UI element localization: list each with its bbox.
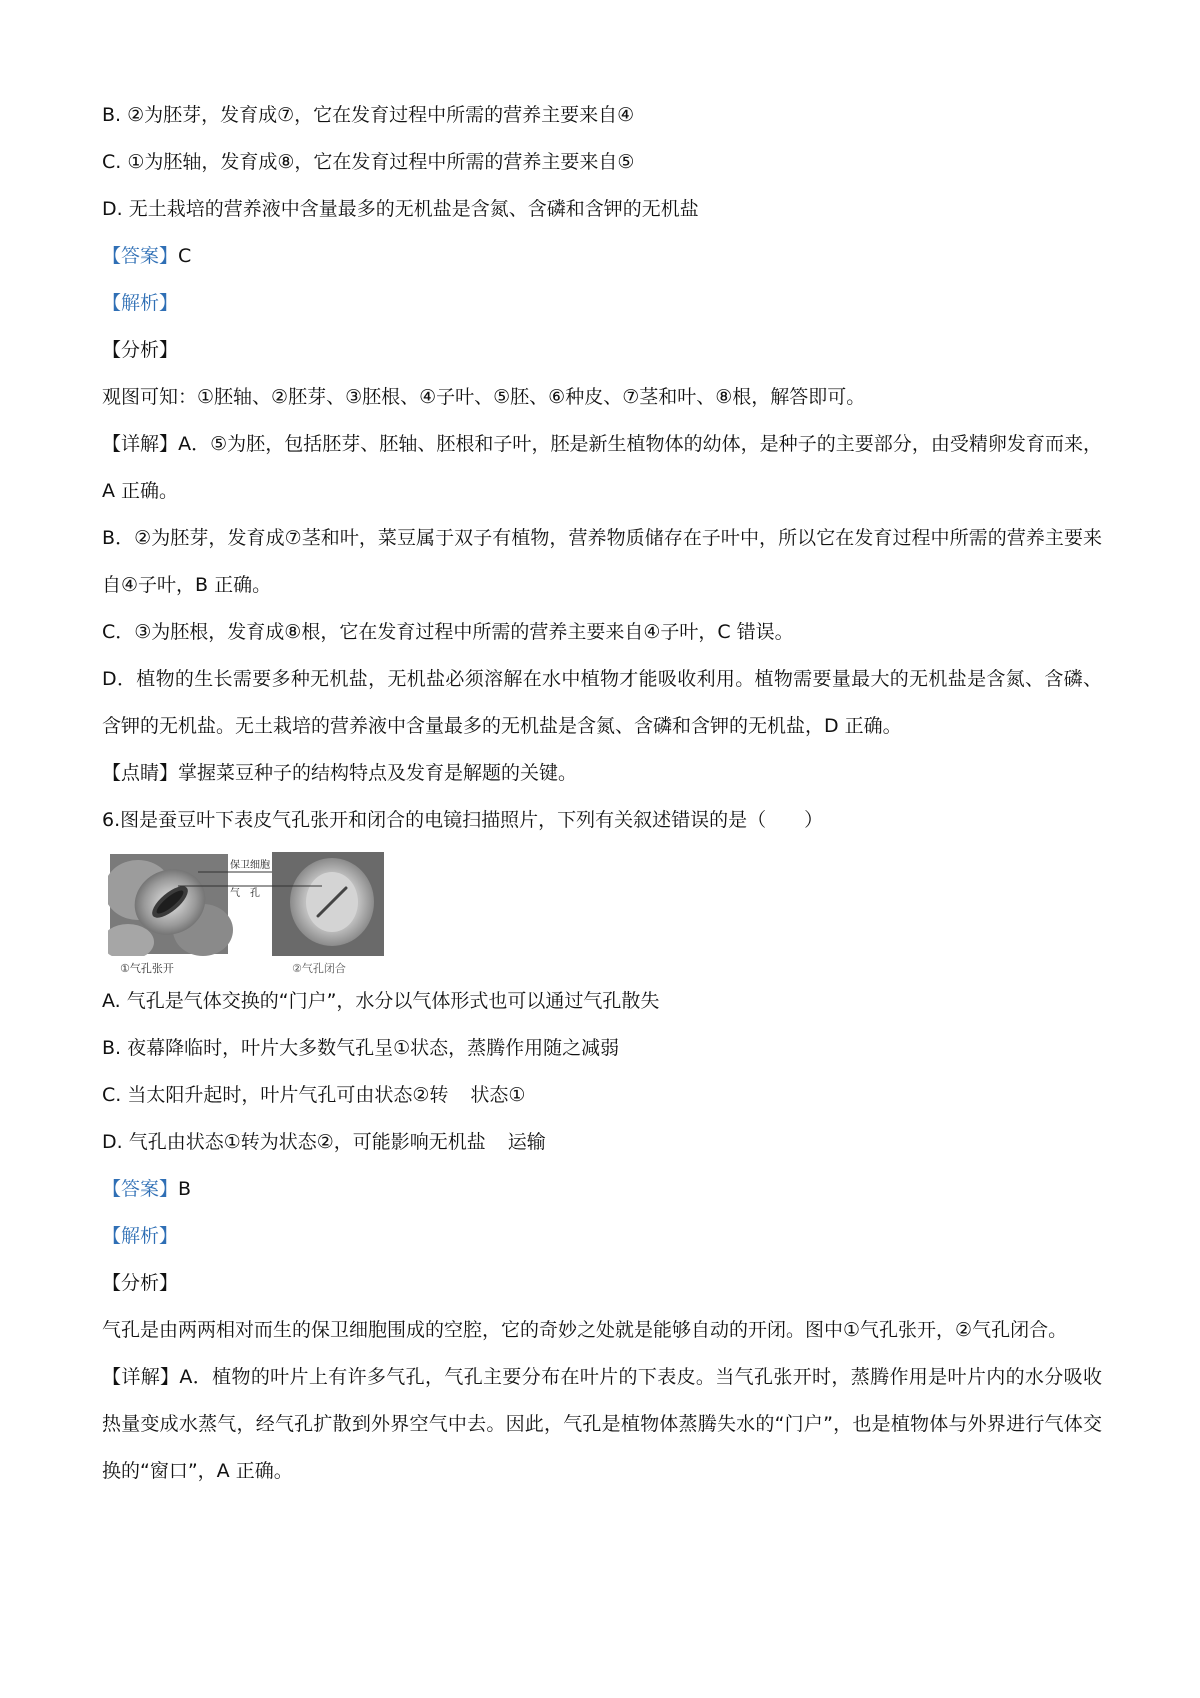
prev-fenxi-tag: 【分析】 (102, 339, 179, 361)
answer-tag: 【答案】 (102, 245, 179, 267)
q6-fenxi-text: 气孔是由两两相对而生的保卫细胞围成的空腔，它的奇妙之处就是能够自动的开闭。图中①气孔张开，②气孔闭合。 (102, 1319, 1068, 1341)
prev-option-c: C. ①为胚轴，发育成⑧，它在发育过程中所需的营养主要来自⑤ (102, 151, 635, 173)
question6-stem: 6.图是蚕豆叶下表皮气孔张开和闭合的电镜扫描照片，下列有关叙述错误的是（ ） (102, 809, 824, 831)
prev-option-d: D. 无土栽培的营养液中含量最多的无机盐是含氮、含磷和含钾的无机盐 (102, 198, 699, 220)
q6-xiangjie-a (102, 1354, 1102, 1495)
prev-dianjing (102, 750, 1102, 797)
q6-option-c (102, 1072, 1102, 1119)
stoma-label: 气 孔 (230, 888, 260, 899)
q6-xiangjie-a-text: A．植物的叶片上有许多气孔，气孔主要分布在叶片的下表皮。当气孔张开时，蒸腾作用是叶片内的水分吸收热量变成水蒸气，经气孔扩散到外界空气中去。因此，气孔是植物体蒸腾失水的“门户”，也是植物体与外界进行气体交换的“窗口”，A 正确。 (102, 1366, 1102, 1482)
stomata-figure (108, 850, 390, 978)
prev-option-b: B. ②为胚芽，发育成⑦，它在发育过程中所需的营养主要来自④ (102, 104, 635, 126)
q6-option-c-part1: C. 当太阳升起时，叶片气孔可由状态②转 (102, 1084, 449, 1106)
dianjing-text: 掌握菜豆种子的结构特点及发育是解题的关键。 (178, 762, 578, 784)
q6-answer-value: B (178, 1178, 192, 1200)
q6-xiangjie-tag: 【详解】 (102, 1366, 180, 1388)
q6-option-d (102, 1119, 1102, 1166)
document-page (102, 92, 1102, 1495)
prev-jiexi-tag: 【解析】 (102, 292, 179, 314)
prev-xiangjie-d: D．植物的生长需要多种无机盐，无机盐必须溶解在水中植物才能吸收利用。植物需要量最大的无机盐是含氮、含磷、含钾的无机盐。无土栽培的营养液中含量最多的无机盐是含氮、含磷和含钾的无机盐，D 正确。 (102, 668, 1102, 737)
q6-option-d-part1: D. 气孔由状态①转为状态②，可能影响无机盐 (102, 1131, 486, 1153)
q6-answer-tag: 【答案】 (102, 1178, 179, 1200)
prev-answer (102, 233, 1102, 280)
stomata-image (108, 850, 390, 978)
q6-option-d-part2: 运输 (507, 1131, 546, 1153)
q6-option-b: B. 夜幕降临时，叶片大多数气孔呈①状态，蒸腾作用随之减弱 (102, 1037, 620, 1059)
dianjing-tag: 【点睛】 (102, 762, 179, 784)
prev-xiangjie-c: C．③为胚根，发育成⑧根，它在发育过程中所需的营养主要来自④子叶，C 错误。 (102, 621, 794, 643)
answer-value: C (178, 245, 192, 267)
xiangjie-a-text: A．⑤为胚，包括胚芽、胚轴、胚根和子叶，胚是新生植物体的幼体，是种子的主要部分，由受精卵发育而来，A 正确。 (102, 433, 1102, 502)
guard-cell-label: 保卫细胞 (230, 860, 270, 871)
q6-option-c-part2: 状态① (470, 1084, 526, 1106)
prev-xiangjie-b: B．②为胚芽，发育成⑦茎和叶，菜豆属于双子有植物，营养物质储存在子叶中，所以它在发育过程中所需的营养主要来自④子叶，B 正确。 (102, 527, 1102, 596)
caption-closed: ②气孔闭合 (292, 962, 346, 975)
q6-fenxi-tag: 【分析】 (102, 1272, 179, 1294)
q6-answer (102, 1166, 1102, 1213)
q6-jiexi-tag: 【解析】 (102, 1225, 179, 1247)
prev-xiangjie-a (102, 421, 1102, 515)
caption-open: ①气孔张开 (120, 962, 174, 975)
q6-option-a: A. 气孔是气体交换的“门户”，水分以气体形式也可以通过气孔散失 (102, 990, 660, 1012)
xiangjie-tag: 【详解】 (102, 433, 179, 455)
prev-fenxi-text: 观图可知：①胚轴、②胚芽、③胚根、④子叶、⑤胚、⑥种皮、⑦茎和叶、⑧根，解答即可。 (102, 386, 866, 408)
